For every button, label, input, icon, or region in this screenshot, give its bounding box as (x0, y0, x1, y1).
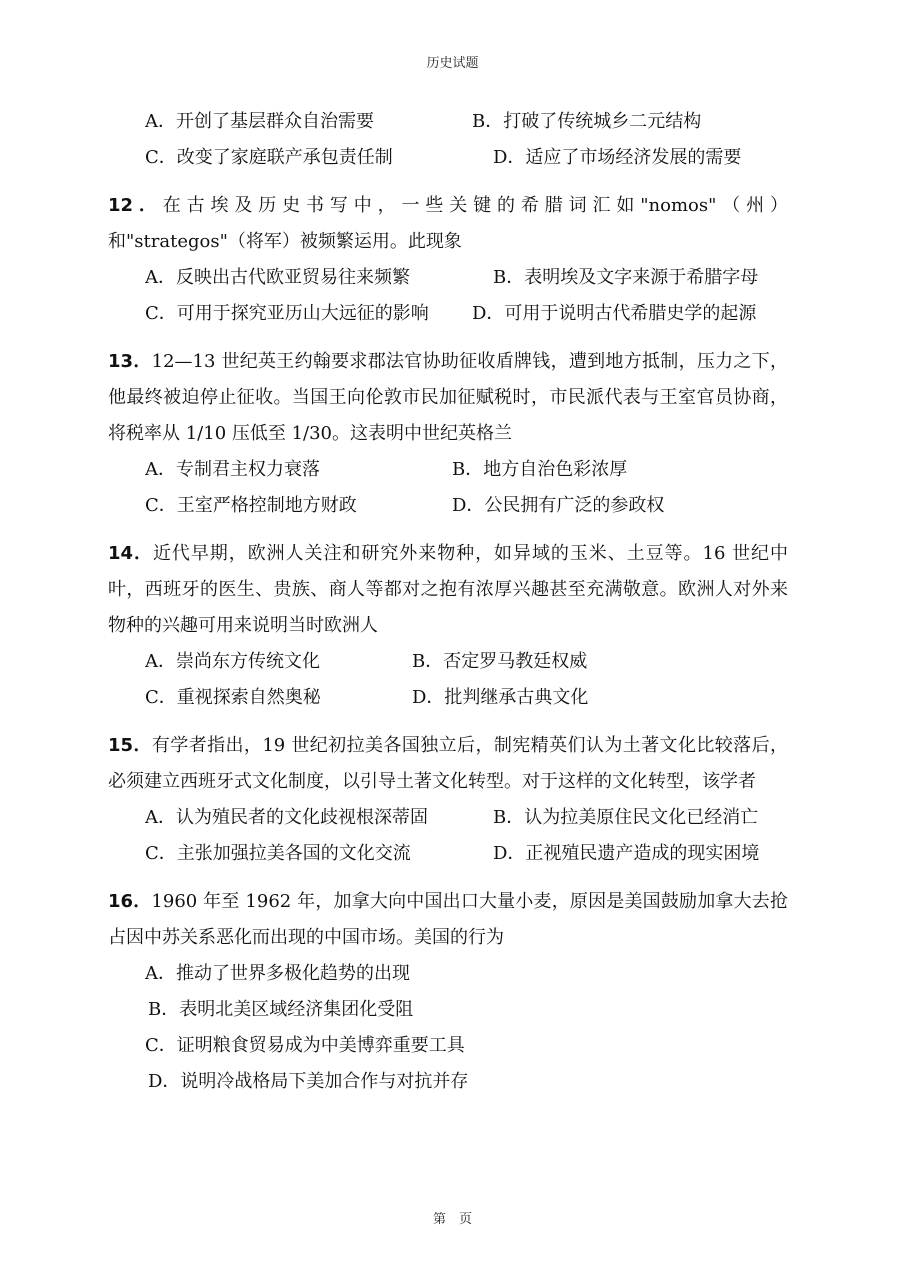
question-text: 1960 年至 1962 年，加拿大向中国出口大量小麦，原因是美国鼓励加拿大去抢占因中苏关系恶化而出现的中国市场。美国的行为 (108, 891, 788, 948)
option-c[interactable]: C．主张加强拉美各国的文化交流 (145, 843, 411, 864)
question-stem (108, 344, 788, 452)
option-c[interactable]: C．重视探索自然奥秘 (145, 687, 321, 708)
question-number: 15． (108, 735, 152, 756)
option-c[interactable]: C．可用于探究亚历山大远征的影响 (145, 303, 429, 324)
option-b[interactable]: B．打破了传统城乡二元结构 (472, 111, 702, 132)
option-c[interactable]: C．王室严格控制地方财政 (145, 495, 357, 516)
question-stem (108, 884, 788, 956)
option-d[interactable]: D．批判继承古典文化 (412, 687, 589, 708)
option-a[interactable]: A．开创了基层群众自治需要 (145, 111, 374, 132)
option-a[interactable]: A．专制君主权力衰落 (145, 459, 320, 480)
option-a[interactable]: A．推动了世界多极化趋势的出现 (145, 963, 410, 984)
option-b[interactable]: B．表明北美区域经济集团化受阻 (148, 999, 414, 1020)
option-b[interactable]: B．表明埃及文字来源于希腊字母 (493, 267, 759, 288)
question-number: 12． (108, 195, 163, 216)
option-d[interactable]: D．可用于说明古代希腊史学的起源 (472, 303, 757, 324)
page-footer: 第 页 (432, 1212, 472, 1227)
question-stem (108, 188, 788, 260)
option-a[interactable]: A．崇尚东方传统文化 (145, 651, 320, 672)
question-number: 16． (108, 891, 152, 912)
option-d[interactable]: D．公民拥有广泛的参政权 (452, 495, 665, 516)
question-15 (108, 728, 788, 872)
question-list (108, 104, 788, 1100)
question-stem (108, 728, 788, 800)
option-b[interactable]: B．地方自治色彩浓厚 (452, 459, 628, 480)
question-stem (108, 536, 788, 644)
question-11-options (108, 104, 788, 176)
option-c[interactable]: C．改变了家庭联产承包责任制 (145, 147, 393, 168)
page-header: 历史试题 (426, 56, 479, 71)
question-text: 在古埃及历史书写中，一些关键的希腊词汇如"nomos"（州）和"strategos"（将军）被频繁运用。此现象 (108, 195, 788, 252)
option-c[interactable]: C．证明粮食贸易成为中美博弈重要工具 (145, 1035, 465, 1056)
option-d[interactable]: D．适应了市场经济发展的需要 (493, 147, 742, 168)
option-d[interactable]: D．说明冷战格局下美加合作与对抗并存 (148, 1071, 469, 1092)
question-16 (108, 884, 788, 1100)
question-14 (108, 536, 788, 716)
question-number: 13． (108, 351, 152, 372)
option-d[interactable]: D．正视殖民遗产造成的现实困境 (493, 843, 760, 864)
option-a[interactable]: A．反映出古代欧亚贸易往来频繁 (145, 267, 410, 288)
option-b[interactable]: B．否定罗马教廷权威 (412, 651, 588, 672)
question-text: 近代早期，欧洲人关注和研究外来物种，如异域的玉米、土豆等。16 世纪中叶，西班牙的医生、贵族、商人等都对之抱有浓厚兴趣甚至充满敬意。欧洲人对外来物种的兴趣可用来说明当时欧洲人 (108, 543, 788, 636)
option-b[interactable]: B．认为拉美原住民文化已经消亡 (493, 807, 759, 828)
question-13 (108, 344, 788, 524)
question-number: 14． (108, 543, 153, 564)
question-text: 有学者指出，19 世纪初拉美各国独立后，制宪精英们认为土著文化比较落后，必须建立西班牙式文化制度，以引导土著文化转型。对于这样的文化转型，该学者 (108, 735, 788, 792)
question-text: 12—13 世纪英王约翰要求郡法官协助征收盾牌钱，遭到地方抵制，压力之下，他最终被迫停止征收。当国王向伦敦市民加征赋税时，市民派代表与王室官员协商，将税率从 1/10 压低至 1/30。这表明中世纪英格兰 (108, 351, 788, 444)
option-a[interactable]: A．认为殖民者的文化歧视根深蒂固 (145, 807, 428, 828)
question-12 (108, 188, 788, 332)
